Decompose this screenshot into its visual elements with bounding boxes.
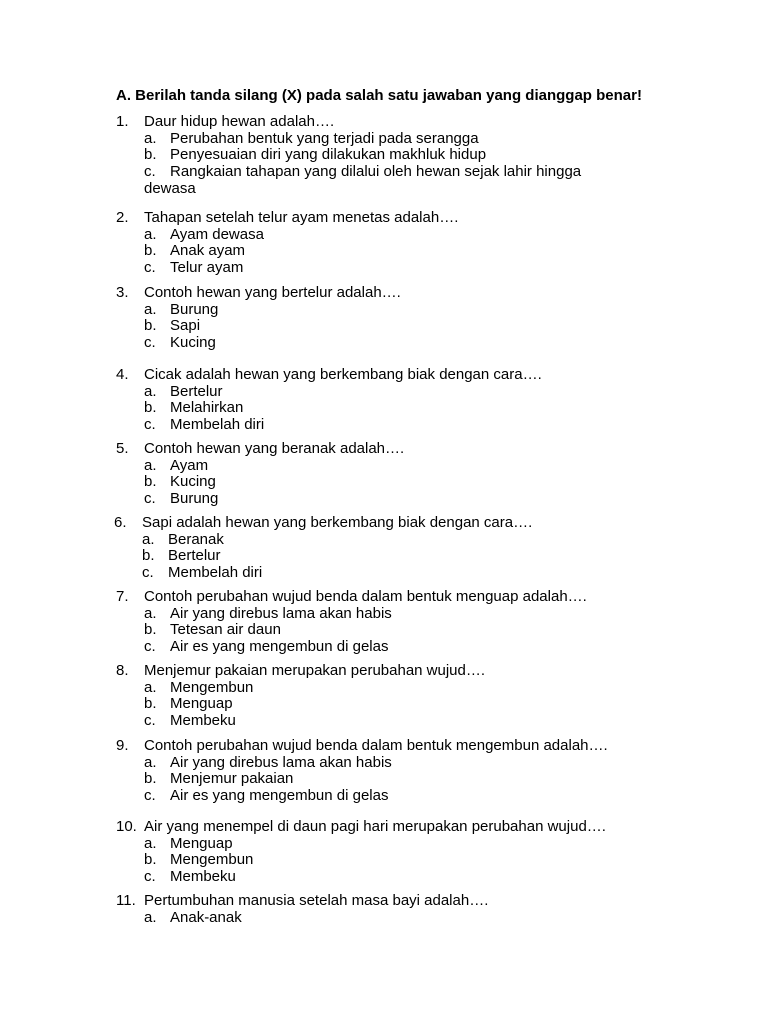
option-letter: a. — [144, 834, 157, 852]
option-letter: b. — [144, 695, 157, 713]
option-letter: a. — [144, 908, 157, 926]
answer-options — [142, 532, 654, 582]
answer-option-a[interactable] — [144, 458, 656, 475]
option-text: Perubahan bentuk yang terjadi pada serangga — [170, 129, 479, 147]
option-letter: b. — [144, 851, 157, 869]
answer-option-b[interactable] — [144, 400, 656, 417]
answer-option-b[interactable] — [144, 696, 656, 713]
answer-option-c[interactable] — [144, 164, 656, 197]
option-text: Kucing — [170, 334, 216, 352]
answer-option-a[interactable] — [144, 755, 656, 772]
option-letter: b. — [144, 146, 157, 164]
option-text: Bertelur — [168, 547, 221, 565]
option-text: Air yang direbus lama akan habis — [170, 753, 392, 771]
answer-option-c[interactable] — [144, 869, 656, 886]
question-number: 6. — [114, 514, 127, 531]
option-letter: c. — [144, 712, 156, 730]
answer-options — [144, 680, 656, 730]
question-line — [116, 441, 656, 458]
answer-option-b[interactable] — [144, 622, 656, 639]
option-text: Melahirkan — [170, 399, 244, 417]
option-letter: c. — [142, 564, 154, 582]
option-text-continuation: dewasa — [144, 179, 196, 197]
answer-option-b[interactable] — [144, 771, 656, 788]
question-line — [116, 210, 656, 227]
answer-options — [144, 384, 656, 434]
option-letter: b. — [144, 473, 157, 491]
question-6 — [114, 515, 654, 582]
option-text: Membeku — [170, 712, 236, 730]
option-text: Mengembun — [170, 678, 254, 696]
question-text: Air yang menempel di daun pagi hari merupakan perubahan wujud…. — [144, 818, 606, 835]
question-number: 3. — [116, 284, 129, 301]
option-text: Rangkaian tahapan yang dilalui oleh hewan sejak lahir hingga — [170, 163, 582, 181]
question-line — [116, 114, 656, 131]
option-text: Mengembun — [170, 851, 254, 869]
question-number: 8. — [116, 662, 129, 679]
question-text: Daur hidup hewan adalah…. — [144, 113, 335, 130]
option-letter: b. — [144, 770, 157, 788]
option-text: Air es yang mengembun di gelas — [170, 638, 389, 656]
answer-options — [144, 458, 656, 508]
question-text: Menjemur pakaian merupakan perubahan wujud…. — [144, 662, 486, 679]
question-text: Contoh perubahan wujud benda dalam bentuk mengembun adalah…. — [144, 737, 608, 754]
option-text: Anak-anak — [170, 908, 242, 926]
question-text: Pertumbuhan manusia setelah masa bayi adalah…. — [144, 892, 489, 909]
option-letter: b. — [144, 399, 157, 417]
answer-option-b[interactable] — [144, 852, 656, 869]
answer-options — [144, 227, 656, 277]
question-number: 11. — [116, 892, 136, 909]
answer-option-c[interactable] — [144, 491, 656, 508]
question-line — [116, 893, 656, 910]
answer-option-b[interactable] — [144, 147, 656, 164]
option-letter: a. — [142, 530, 155, 548]
answer-option-b[interactable] — [144, 474, 656, 491]
option-letter: a. — [144, 753, 157, 771]
answer-option-a[interactable] — [144, 227, 656, 244]
option-text: Air yang direbus lama akan habis — [170, 604, 392, 622]
answer-options — [144, 302, 656, 352]
option-text: Menjemur pakaian — [170, 770, 294, 788]
answer-option-c[interactable] — [142, 565, 654, 582]
option-text: Beranak — [168, 530, 224, 548]
answer-option-a[interactable] — [144, 302, 656, 319]
answer-options — [144, 131, 656, 198]
answer-option-a[interactable] — [144, 606, 656, 623]
question-text: Contoh hewan yang beranak adalah…. — [144, 440, 405, 457]
option-text: Kucing — [170, 473, 216, 491]
option-text: Menguap — [170, 695, 233, 713]
option-text: Tetesan air daun — [170, 621, 281, 639]
question-text: Contoh perubahan wujud benda dalam bentuk menguap adalah…. — [144, 588, 587, 605]
option-text: Penyesuaian diri yang dilakukan makhluk hidup — [170, 146, 487, 164]
question-4 — [116, 367, 656, 434]
option-letter: a. — [144, 604, 157, 622]
question-text: Cicak adalah hewan yang berkembang biak dengan cara…. — [144, 366, 542, 383]
answer-option-c[interactable] — [144, 713, 656, 730]
question-line — [116, 589, 656, 606]
option-letter: c. — [144, 490, 156, 508]
answer-options — [144, 755, 656, 805]
option-letter: a. — [144, 300, 157, 318]
option-text: Air es yang mengembun di gelas — [170, 787, 389, 805]
answer-option-a[interactable] — [144, 680, 656, 697]
option-letter: b. — [144, 242, 157, 260]
question-line — [116, 367, 656, 384]
answer-option-b[interactable] — [144, 243, 656, 260]
question-11 — [116, 893, 656, 926]
option-letter: c. — [144, 868, 156, 886]
question-number: 1. — [116, 113, 129, 130]
question-7 — [116, 589, 656, 656]
option-text: Bertelur — [170, 382, 223, 400]
answer-option-c[interactable] — [144, 260, 656, 277]
option-letter: a. — [144, 678, 157, 696]
answer-options — [144, 606, 656, 656]
question-5 — [116, 441, 656, 508]
option-text: Membelah diri — [168, 564, 263, 582]
option-text: Membelah diri — [170, 416, 265, 434]
option-text: Sapi — [170, 317, 201, 335]
answer-option-b[interactable] — [144, 318, 656, 335]
option-letter: c. — [144, 638, 156, 656]
question-9 — [116, 738, 656, 805]
option-letter: b. — [144, 317, 157, 335]
question-8 — [116, 663, 656, 730]
answer-option-a[interactable] — [144, 131, 656, 148]
answer-options — [144, 910, 656, 927]
option-letter: c. — [144, 416, 156, 434]
option-letter: a. — [144, 225, 157, 243]
question-number: 7. — [116, 588, 129, 605]
question-text: Contoh hewan yang bertelur adalah…. — [144, 284, 401, 301]
option-text: Burung — [170, 300, 219, 318]
option-letter: b. — [144, 621, 157, 639]
answer-option-c[interactable] — [144, 788, 656, 805]
option-text: Menguap — [170, 834, 233, 852]
question-line — [116, 285, 656, 302]
option-text: Ayam dewasa — [170, 225, 264, 243]
option-letter: a. — [144, 382, 157, 400]
answer-option-a[interactable] — [144, 384, 656, 401]
option-letter: c. — [144, 334, 156, 352]
option-letter: a. — [144, 456, 157, 474]
question-line — [114, 515, 654, 532]
answer-options — [144, 836, 656, 886]
answer-option-a[interactable] — [142, 532, 654, 549]
question-number: 9. — [116, 737, 129, 754]
option-text: Ayam — [170, 456, 209, 474]
question-1 — [116, 114, 656, 198]
option-text: Burung — [170, 490, 219, 508]
answer-option-b[interactable] — [142, 548, 654, 565]
answer-option-c[interactable] — [144, 417, 656, 434]
question-10 — [116, 819, 656, 886]
option-letter: a. — [144, 129, 157, 147]
question-number: 4. — [116, 366, 129, 383]
question-line — [116, 738, 656, 755]
question-number: 10. — [116, 818, 137, 835]
question-3 — [116, 285, 656, 352]
option-text: Telur ayam — [170, 259, 244, 277]
question-2 — [116, 210, 656, 277]
answer-option-a[interactable] — [144, 910, 656, 927]
question-line — [116, 819, 656, 836]
option-text: Membeku — [170, 868, 236, 886]
question-number: 2. — [116, 209, 129, 226]
answer-option-a[interactable] — [144, 836, 656, 853]
question-number: 5. — [116, 440, 129, 457]
option-letter: c. — [144, 259, 156, 277]
answer-option-c[interactable] — [144, 639, 656, 656]
instruction-heading: A. Berilah tanda silang (X) pada salah satu jawaban yang dianggap benar! — [116, 87, 642, 104]
option-text: Anak ayam — [170, 242, 246, 260]
answer-option-c[interactable] — [144, 335, 656, 352]
question-text: Sapi adalah hewan yang berkembang biak dengan cara…. — [142, 514, 533, 531]
question-line — [116, 663, 656, 680]
option-letter: b. — [142, 547, 155, 565]
option-letter: c. — [144, 787, 156, 805]
question-text: Tahapan setelah telur ayam menetas adalah…. — [144, 209, 459, 226]
option-letter: c. — [144, 163, 156, 181]
